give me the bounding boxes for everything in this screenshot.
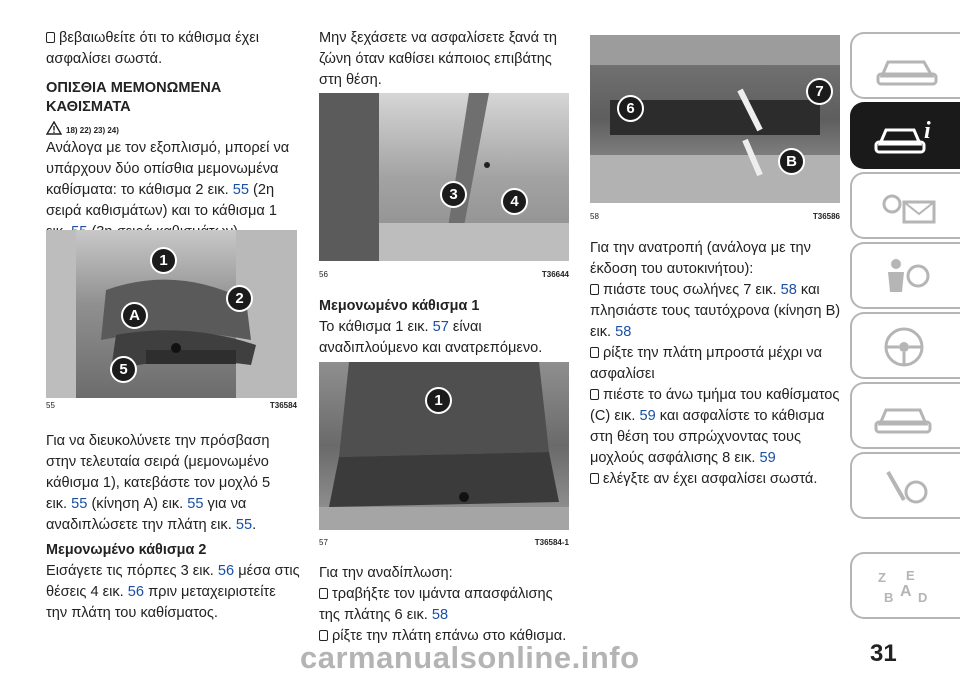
checkbox-bullet-icon — [46, 32, 55, 43]
figure-57-image — [319, 362, 569, 530]
section-heading: ΟΠΙΣΘΙΑ ΜΕΜΟΝΩΜΕΝΑ ΚΑΘΙΣΜΑΤΑ — [46, 80, 222, 115]
figure-ref[interactable]: 55 — [187, 496, 204, 512]
text: ασφαλίσει σωστά. — [46, 51, 163, 67]
svg-text:D: D — [918, 590, 928, 605]
text: την πλάτη του καθίσματος. — [46, 605, 218, 621]
text: κάθισμα 1), κατεβάστε τον μοχλό 5 — [46, 475, 271, 491]
text: Για την ανατροπή (ανάλογα με την — [590, 240, 811, 256]
text: στη θέση. — [319, 72, 382, 88]
subheading: Μεμονωμένο κάθισμα 1 — [319, 298, 480, 314]
car-service-icon — [874, 394, 944, 440]
figure-ref[interactable]: 58 — [431, 607, 449, 623]
column-2-middle: Μεμονωμένο κάθισμα 1 Το κάθισμα 1 εικ. 57 είναι αναδιπλούμενο και ανατρεπόμενο. — [319, 296, 574, 359]
figure-ref[interactable]: 58 — [780, 282, 797, 298]
page-number: 31 — [870, 640, 897, 667]
column-2-lower: Για την αναδίπλωση: τραβήξτε τον ιμάντα απασφάλισης της πλάτης 6 εικ. 58 ρίξτε την πλάτη επάνω στο κάθισμα. — [319, 563, 574, 647]
figure-ref[interactable]: 55 — [235, 517, 253, 533]
text: βεβαιωθείτε ότι το κάθισμα έχει — [59, 30, 259, 46]
checkbox-bullet-icon — [590, 389, 599, 400]
warning-references: 18) 22) 23) 24) — [46, 121, 301, 135]
text: αναδιπλούμενο και ανατρεπόμενο. — [319, 340, 543, 356]
seatbelt-illustration — [319, 93, 569, 261]
svg-text:E: E — [906, 568, 915, 583]
chapter-tab-safety[interactable] — [850, 242, 960, 309]
column-3: Για την ανατροπή (ανάλογα με την έκδοση του αυτοκινήτου): πιάστε τους σωλήνες 7 εικ. 58 και πλησιάστε τους ταυτόχρονα (κίνηση B) εικ. 58 ρίξτε την πλάτη μπροστά μέχρι να ασφαλίσει πιέστε το άνω τμήμα του καθίσματος (C) εικ. 59 και ασφαλίστε το κάθισμα στη θέση του σπρώχνοντας τους μοχλούς ασφάλισης 8 εικ. 59 ελέγξτε αν έχει ασφαλίσει σωστά. — [590, 238, 845, 490]
text: Για να διευκολύνετε την πρόσβαση — [46, 433, 270, 449]
figure-ref[interactable]: 56 — [217, 563, 235, 579]
figure-56-image — [319, 93, 569, 261]
callout-marker: 2 — [226, 285, 253, 312]
text: Μην ξεχάσετε να ασφαλίσετε ξανά τη — [319, 30, 557, 46]
tools-icon — [874, 464, 944, 510]
text: ζώνη όταν καθίσει κάποιος επιβάτης — [319, 51, 552, 67]
checkbox-bullet-icon — [590, 284, 599, 295]
car-dashboard-icon — [874, 44, 944, 90]
callout-marker: A — [121, 302, 148, 329]
chapter-tab-info[interactable] — [850, 102, 960, 169]
text: Για την αναδίπλωση: — [319, 565, 453, 581]
figure-58-image — [590, 35, 840, 203]
figure-ref[interactable]: 56 — [127, 584, 145, 600]
chapter-tab-service[interactable] — [850, 382, 960, 449]
text: Ανάλογα με τον εξοπλισμό, μπορεί να — [46, 140, 290, 156]
checkbox-bullet-icon — [590, 347, 599, 358]
figure-ref[interactable]: 59 — [759, 450, 776, 466]
column-1: βεβαιωθείτε ότι το κάθισμα έχει ασφαλίσει σωστά. ΟΠΙΣΘΙΑ ΜΕΜΟΝΩΜΕΝΑ ΚΑΘΙΣΜΑΤΑ 18) 22) 23) 24) Ανάλογα με τον εξοπλισμό, μπορεί να υπάρχουν δύο οπίσθια μεμονωμένα καθίσματα: το κάθισμα 2 εικ. 55 (2η σειρά καθισμάτων) και το κάθισμα 1 — [46, 28, 301, 243]
figure-56-caption: 56 T36644 — [319, 270, 569, 279]
chapter-tab-driving[interactable] — [850, 312, 960, 379]
svg-text:Z: Z — [878, 570, 886, 585]
text: ασφαλίσει — [590, 366, 655, 382]
callout-marker: 1 — [425, 387, 452, 414]
callout-marker: 1 — [150, 247, 177, 274]
checkbox-bullet-icon — [319, 588, 328, 599]
callout-marker: B — [778, 148, 805, 175]
index-letters-icon — [874, 564, 944, 610]
airbag-icon — [874, 254, 944, 300]
figure-ref[interactable]: 58 — [615, 324, 632, 340]
text: υπάρχουν δύο οπίσθια μεμονωμένα — [46, 161, 279, 177]
callout-marker: 7 — [806, 78, 833, 105]
figure-58-caption: 58 T36586 — [590, 212, 840, 221]
checkbox-bullet-icon — [590, 473, 599, 484]
svg-text:i: i — [924, 118, 931, 144]
figure-ref[interactable]: 57 — [432, 319, 449, 335]
chapter-tab-maintenance[interactable] — [850, 452, 960, 519]
svg-text:B: B — [884, 590, 894, 605]
car-info-icon — [874, 114, 944, 160]
callout-marker: 3 — [440, 181, 467, 208]
figure-57-caption: 57 T36584-1 — [319, 538, 569, 547]
watermark: carmanualsonline.info — [300, 640, 640, 675]
warning-light-icon — [874, 184, 944, 230]
callout-marker: 4 — [501, 188, 528, 215]
text: έκδοση του αυτοκινήτου): — [590, 261, 754, 277]
text: στη θέση του σπρώχνοντας τους — [590, 429, 801, 445]
svg-text:A: A — [900, 583, 912, 600]
text: στην τελευταία σειρά (μεμονωμένο — [46, 454, 269, 470]
warning-triangle-icon — [46, 121, 62, 135]
steering-wheel-icon — [874, 324, 944, 370]
chapter-tab-index[interactable] — [850, 552, 960, 619]
column-2 — [319, 28, 574, 91]
callout-marker: 5 — [110, 356, 137, 383]
figure-ref[interactable]: 55 — [232, 182, 249, 198]
text: πλησιάστε τους ταυτόχρονα (κίνηση B) — [590, 303, 841, 319]
chapter-tab-dashboard[interactable] — [850, 32, 960, 99]
figure-ref[interactable]: 59 — [639, 408, 656, 424]
callout-marker: 6 — [617, 95, 644, 122]
column-1-lower: Για να διευκολύνετε την πρόσβαση στην τελευταία σειρά (μεμονωμένο κάθισμα 1), κατεβάστε τον μοχλό 5 εικ. 55 (κίνηση A) εικ. 55 για να αναδιπλώσετε την πλάτη εικ. 55. Μεμονωμένο κάθισμα 2 Εισάγετε τις πόρπες 3 εικ. 56 μέσα στις θέσεις 4 εικ. 56 πριν μεταχειριστείτε την πλάτη του καθίσματος. — [46, 431, 301, 624]
chapter-tab-warnings[interactable] — [850, 172, 960, 239]
figure-55-caption: 55 T36584 — [46, 401, 297, 410]
figure-ref[interactable]: 55 — [71, 496, 88, 512]
text: σειρά καθισμάτων) και το κάθισμα 1 — [46, 203, 277, 219]
figure-55-image — [46, 230, 297, 398]
subheading: Μεμονωμένο κάθισμα 2 — [46, 542, 207, 558]
